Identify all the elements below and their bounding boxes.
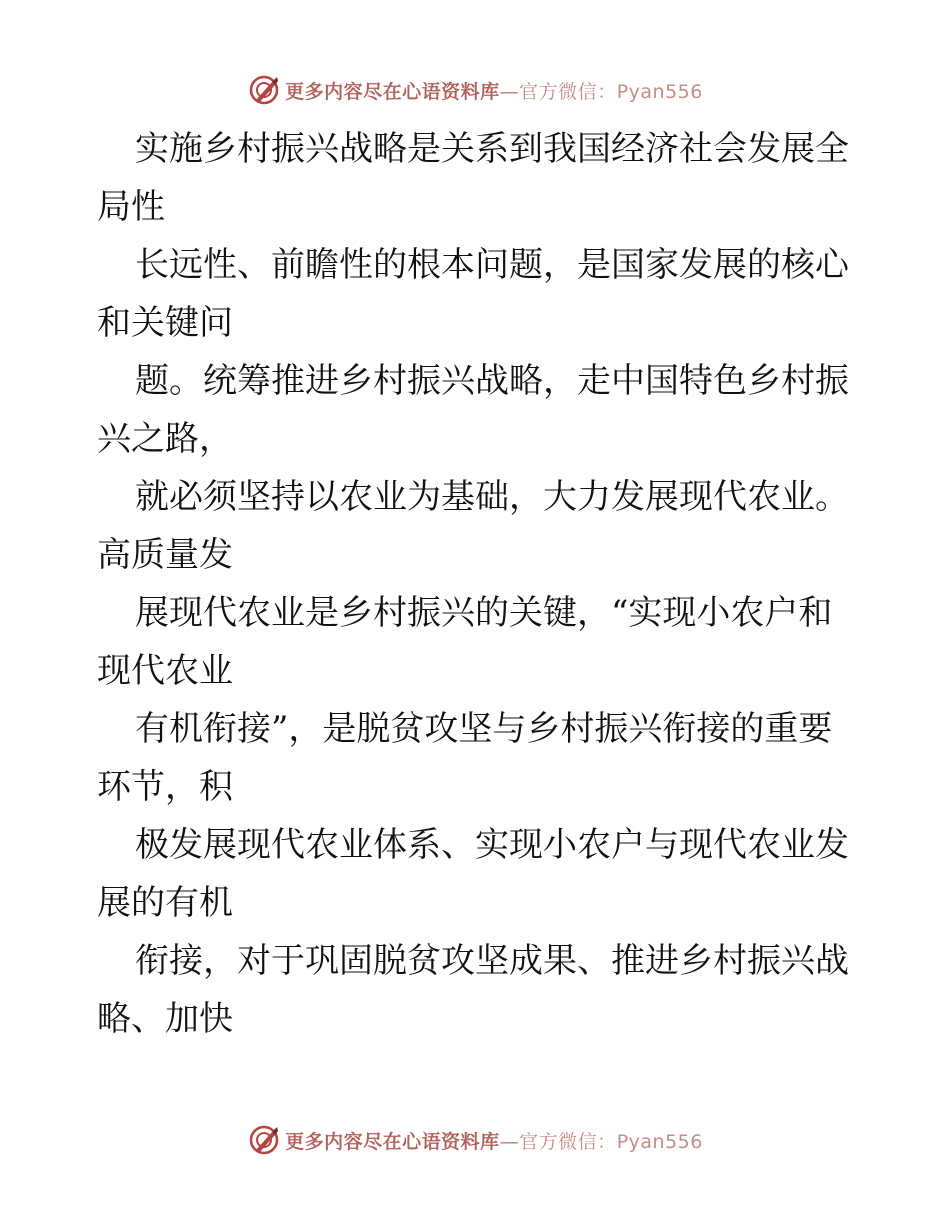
paragraph: 衔接，对于巩固脱贫攻坚成果、推进乡村振兴战 略、加快 bbox=[97, 941, 849, 1039]
paragraph: 极发展现代农业体系、实现小农户与现代农业发 展的有机 bbox=[97, 825, 849, 923]
watermark-text: 更多内容尽在心语资料库—官方微信：Pyan556 bbox=[285, 80, 703, 103]
paragraph: 长远性、前瞻性的根本问题，是国家发展的核心 和关键问 bbox=[97, 245, 849, 343]
header-watermark bbox=[0, 70, 950, 110]
paragraph: 有机衔接”，是脱贫攻坚与乡村振兴衔接的重要 环节，积 bbox=[97, 709, 833, 807]
pen-logo-icon bbox=[247, 1123, 281, 1157]
paragraph: 就必须坚持以农业为基础，大力发展现代农业。 高质量发 bbox=[97, 477, 849, 575]
footer-watermark bbox=[0, 1120, 950, 1160]
paragraph: 展现代农业是乡村振兴的关键，“实现小农户和 现代农业 bbox=[97, 593, 833, 691]
paragraph: 题。统筹推进乡村振兴战略，走中国特色乡村振 兴之路， bbox=[97, 361, 849, 459]
pen-logo-icon bbox=[247, 73, 281, 107]
document-body bbox=[97, 120, 857, 1048]
paragraph: 实施乡村振兴战略是关系到我国经济社会发展全 局性 bbox=[97, 129, 849, 227]
watermark-text: 更多内容尽在心语资料库—官方微信：Pyan556 bbox=[285, 1130, 703, 1153]
